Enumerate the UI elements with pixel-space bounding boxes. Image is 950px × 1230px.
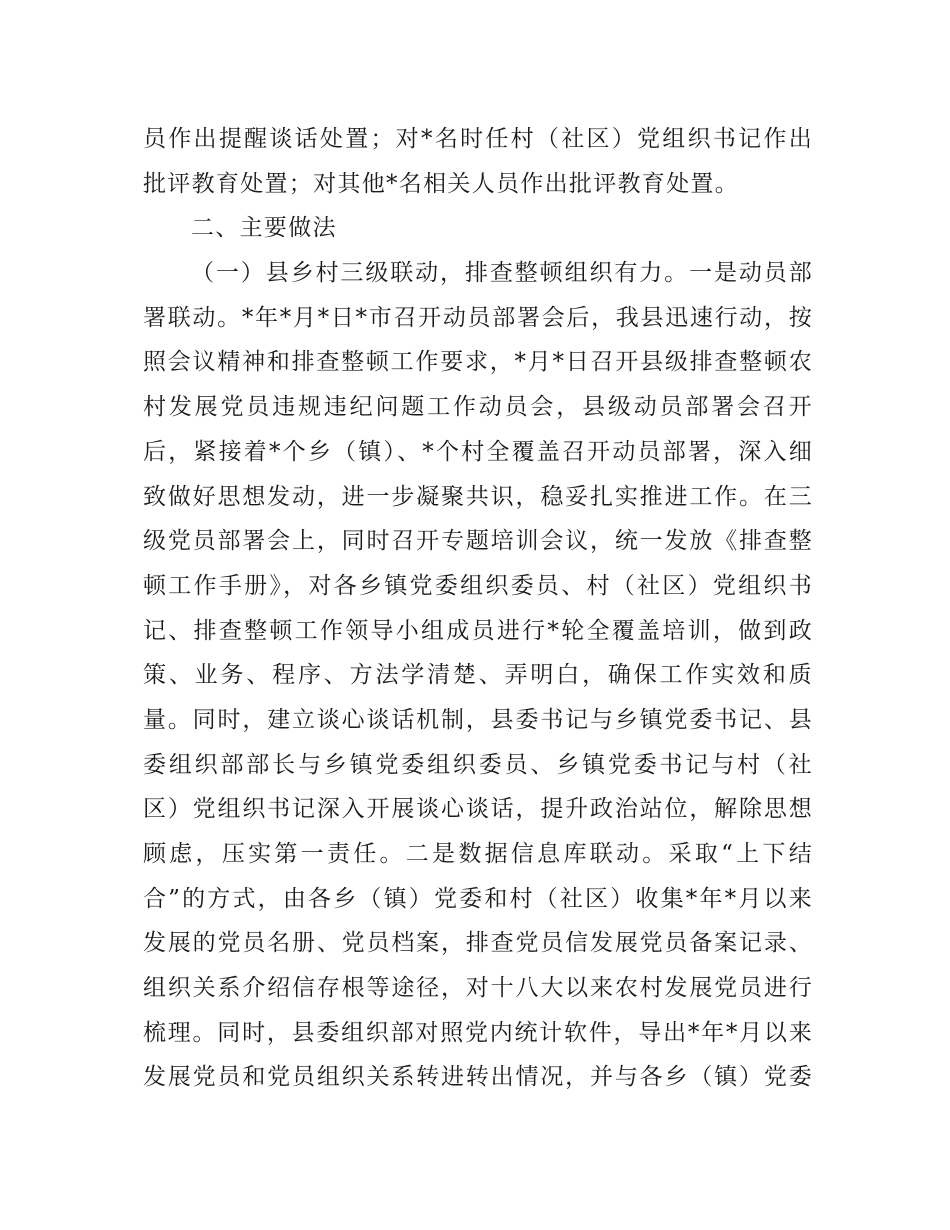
paragraph-line: 发展党员和党员组织关系转进转出情况，并与各乡（镇）党委: [143, 1064, 813, 1091]
paragraph-line: 区）党组织书记深入开展谈心谈话，提升政治站位，解除思想: [143, 796, 813, 823]
paragraph-line: 合”的方式，由各乡（镇）党委和村（社区）收集*年*月以来: [143, 885, 813, 912]
paragraph-line: 量。同时，建立谈心谈话机制，县委书记与乡镇党委书记、县: [143, 706, 813, 733]
paragraph-line: 策、业务、程序、方法学清楚、弄明白，确保工作实效和质: [143, 662, 813, 689]
paragraph-line: 照会议精神和排查整顿工作要求，*月*日召开县级排查整顿农: [143, 349, 813, 376]
paragraph-line: 员作出提醒谈话处置；对*名时任村（社区）党组织书记作出: [143, 126, 813, 152]
paragraph-line: 梳理。同时，县委组织部对照党内统计软件，导出*年*月以来: [143, 1019, 813, 1046]
paragraph-line: 组织关系介绍信存根等途径，对十八大以来农村发展党员进行: [143, 975, 813, 1002]
paragraph-line: 记、排查整顿工作领导小组成员进行*轮全覆盖培训，做到政: [143, 617, 813, 644]
paragraph-line: 后，紧接着*个乡（镇）、*个村全覆盖召开动员部署，深入细: [143, 438, 813, 465]
paragraph-line: 村发展党员违规违纪问题工作动员会，县级动员部署会召开: [143, 394, 813, 421]
paragraph-line: 发展的党员名册、党员档案，排查党员信发展党员备案记录、: [143, 930, 813, 957]
paragraph-line: 顾虑，压实第一责任。二是数据信息库联动。采取“上下结: [143, 841, 813, 867]
section-heading: 二、主要做法: [191, 215, 337, 242]
paragraph-line: 署联动。*年*月*日*市召开动员部署会后，我县迅速行动，按: [143, 304, 813, 331]
document-body: [143, 117, 813, 1100]
paragraph-line: 顿工作手册》，对各乡镇党委组织委员、村（社区）党组织书: [143, 572, 813, 599]
paragraph-line: 委组织部部长与乡镇党委组织委员、乡镇党委书记与村（社: [143, 751, 813, 778]
paragraph-line: 致做好思想发动，进一步凝聚共识，稳妥扎实推进工作。在三: [143, 483, 813, 510]
paragraph-line: 批评教育处置；对其他*名相关人员作出批评教育处置。: [143, 170, 739, 197]
paragraph-line: （一）县乡村三级联动，排查整顿组织有力。一是动员部: [191, 260, 813, 287]
paragraph-line: 级党员部署会上，同时召开专题培训会议，统一发放《排查整: [143, 528, 813, 555]
